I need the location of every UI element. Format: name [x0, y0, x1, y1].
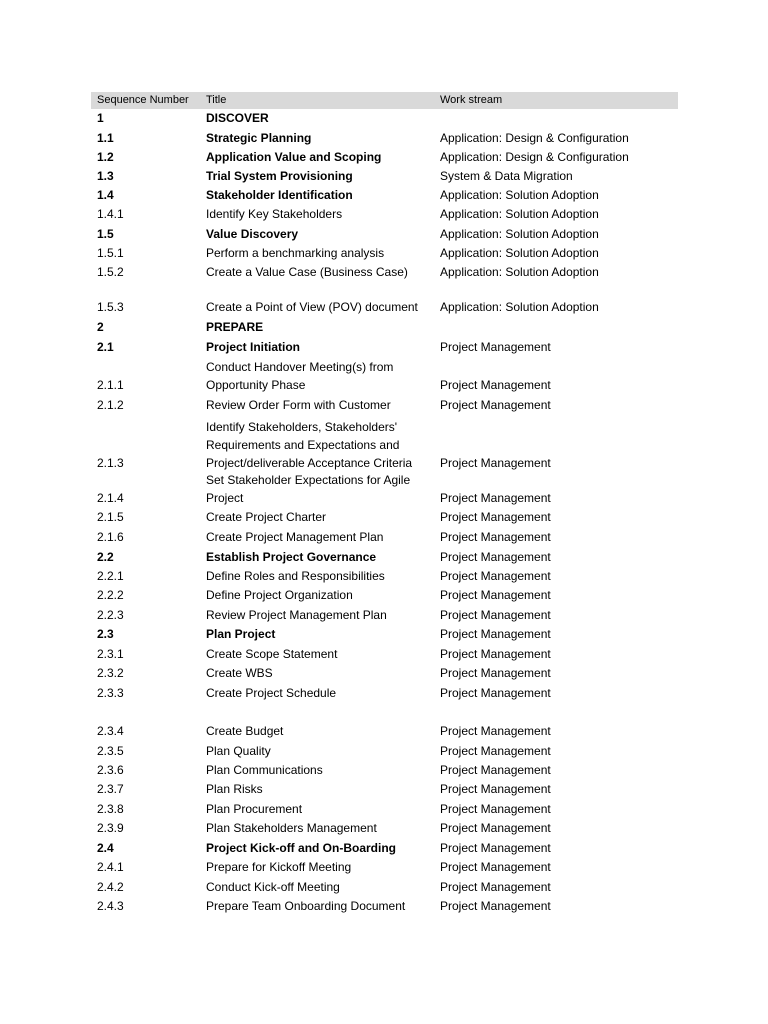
table-row: [91, 625, 678, 644]
table-row: [91, 897, 678, 916]
table-row: [91, 205, 678, 224]
sequence-number-cell: 1.4.1: [97, 207, 124, 221]
work-stream-cell: Application: Solution Adoption: [440, 188, 599, 202]
title-cell: Plan Stakeholders Management: [206, 821, 377, 835]
sequence-number-cell: 2.2.2: [97, 588, 124, 602]
title-cell: Establish Project Governance: [206, 550, 377, 564]
table-row: [91, 664, 678, 683]
work-stream-cell: Project Management: [440, 802, 551, 816]
sequence-number-cell: 2.3.7: [97, 782, 124, 796]
title-cell: Identify Stakeholders, Stakeholders' Requirements and Expectations and Project/deliverable Acceptance Criteria: [206, 420, 413, 470]
sequence-number-cell: 1.2: [97, 150, 114, 164]
table-row: [91, 337, 678, 357]
sequence-number-cell: 2.4.1: [97, 860, 124, 874]
work-stream-cell: Project Management: [440, 340, 551, 354]
sequence-number-cell: 2.3.1: [97, 647, 124, 661]
work-stream-cell: Project Management: [440, 686, 551, 700]
table-row: [91, 567, 678, 586]
title-cell: Value Discovery: [206, 227, 299, 241]
header-work-stream: Work stream: [440, 94, 503, 106]
title-cell: Review Project Management Plan: [206, 608, 387, 622]
title-cell: Create a Value Case (Business Case): [206, 265, 408, 279]
sequence-number-cell: 2.4: [97, 841, 114, 855]
table-row: [91, 858, 678, 877]
table-row: [91, 317, 678, 337]
title-cell: Create a Point of View (POV) document: [206, 300, 418, 314]
table-row: [91, 186, 678, 205]
table-row: [91, 761, 678, 780]
work-stream-cell: Project Management: [440, 491, 551, 505]
work-stream-cell: Application: Solution Adoption: [440, 265, 599, 279]
title-cell: Plan Quality: [206, 744, 271, 758]
sequence-number-cell: 1.3: [97, 169, 114, 183]
title-cell: DISCOVER: [206, 111, 269, 125]
title-cell: Application Value and Scoping: [206, 150, 382, 164]
work-stream-cell: Project Management: [440, 627, 551, 641]
sequence-number-cell: 2.3.2: [97, 666, 124, 680]
title-cell: Plan Procurement: [206, 802, 303, 816]
sequence-number-cell: 2.3.4: [97, 724, 124, 738]
sequence-number-cell: 2.3.6: [97, 763, 124, 777]
title-cell: Stakeholder Identification: [206, 188, 353, 202]
title-cell: Perform a benchmarking analysis: [206, 246, 385, 260]
sequence-number-cell: 2.4.3: [97, 899, 124, 913]
sequence-table: [91, 92, 678, 916]
table-row: [91, 838, 678, 858]
sequence-number-cell: 2.2: [97, 550, 114, 564]
work-stream-cell: Project Management: [440, 782, 551, 796]
sequence-number-cell: 2.1.5: [97, 510, 124, 524]
work-stream-cell: System & Data Migration: [440, 169, 573, 183]
table-row: [91, 644, 678, 664]
sequence-number-cell: 2.1: [97, 340, 114, 354]
work-stream-cell: Project Management: [440, 647, 551, 661]
title-cell: Project Kick-off and On-Boarding: [206, 841, 397, 855]
work-stream-cell: Project Management: [440, 724, 551, 738]
work-stream-cell: Project Management: [440, 378, 551, 392]
table-row: [91, 224, 678, 244]
table-row: [91, 703, 678, 741]
sequence-number-cell: 2.3.3: [97, 686, 124, 700]
sequence-number-cell: 1.5.3: [97, 300, 124, 314]
work-stream-cell: Project Management: [440, 550, 551, 564]
title-cell: Define Roles and Responsibilities: [206, 569, 385, 583]
table-row: [91, 109, 678, 128]
header-sequence-number: Sequence Number: [97, 94, 189, 106]
table-row: [91, 877, 678, 897]
work-stream-cell: Application: Design & Configuration: [440, 131, 629, 145]
table-row: [91, 508, 678, 527]
sequence-number-cell: 2.1.3: [97, 456, 124, 470]
title-cell: Review Order Form with Customer: [206, 398, 391, 412]
work-stream-cell: Application: Design & Configuration: [440, 150, 629, 164]
title-cell: Create Scope Statement: [206, 647, 338, 661]
title-cell: Create Project Schedule: [206, 686, 337, 700]
sequence-number-cell: 2.1.2: [97, 398, 124, 412]
title-cell: Create Project Charter: [206, 510, 327, 524]
sequence-number-cell: 1.4: [97, 188, 114, 202]
table-row: [91, 395, 678, 415]
work-stream-cell: Project Management: [440, 666, 551, 680]
work-stream-cell: Project Management: [440, 569, 551, 583]
table-row: [91, 415, 678, 473]
title-cell: Set Stakeholder Expectations for Agile Project: [206, 473, 411, 505]
sequence-number-cell: 2.3.9: [97, 821, 124, 835]
title-cell: Create Project Management Plan: [206, 530, 384, 544]
table-row: [91, 473, 678, 508]
table-row: [91, 741, 678, 761]
table-row: [91, 819, 678, 838]
work-stream-cell: Project Management: [440, 456, 551, 470]
work-stream-cell: Project Management: [440, 821, 551, 835]
work-stream-cell: Project Management: [440, 763, 551, 777]
table-row: [91, 357, 678, 395]
title-cell: Trial System Provisioning: [206, 169, 353, 183]
work-stream-cell: Application: Solution Adoption: [440, 207, 599, 221]
sequence-number-cell: 2: [97, 320, 104, 334]
work-stream-cell: Project Management: [440, 608, 551, 622]
table-row: [91, 683, 678, 703]
title-cell: PREPARE: [206, 320, 264, 334]
sequence-number-cell: 2.3.8: [97, 802, 124, 816]
title-cell: Prepare for Kickoff Meeting: [206, 860, 352, 874]
work-stream-cell: Application: Solution Adoption: [440, 227, 599, 241]
sequence-number-cell: 2.4.2: [97, 880, 124, 894]
work-stream-cell: Project Management: [440, 398, 551, 412]
work-stream-cell: Application: Solution Adoption: [440, 246, 599, 260]
table-row: [91, 148, 678, 167]
sequence-number-cell: 2.1.1: [97, 378, 124, 392]
table-row: [91, 586, 678, 605]
work-stream-cell: Project Management: [440, 841, 551, 855]
table-row: [91, 780, 678, 799]
table-row: [91, 547, 678, 567]
title-cell: Plan Risks: [206, 782, 263, 796]
sequence-number-cell: 2.1.6: [97, 530, 124, 544]
sequence-number-cell: 1.5.1: [97, 246, 124, 260]
sequence-number-cell: 2.3: [97, 627, 114, 641]
table-row: [91, 128, 678, 148]
table-row: [91, 799, 678, 819]
table-row: [91, 282, 678, 317]
table-row: [91, 167, 678, 186]
sequence-number-cell: 1: [97, 111, 104, 125]
title-cell: Identify Key Stakeholders: [206, 207, 343, 221]
title-cell: Conduct Kick-off Meeting: [206, 880, 340, 894]
table-row: [91, 527, 678, 547]
work-stream-cell: Project Management: [440, 530, 551, 544]
sequence-number-cell: 2.2.1: [97, 569, 124, 583]
title-cell: Define Project Organization: [206, 588, 353, 602]
title-cell: Project Initiation: [206, 340, 301, 354]
work-stream-cell: Application: Solution Adoption: [440, 300, 599, 314]
title-cell: Prepare Team Onboarding Document: [206, 899, 406, 913]
sequence-number-cell: 1.1: [97, 131, 114, 145]
table-row: [91, 605, 678, 625]
table-body: [91, 109, 678, 916]
header-title: Title: [206, 94, 227, 106]
title-cell: Strategic Planning: [206, 131, 312, 145]
work-stream-cell: Project Management: [440, 510, 551, 524]
sequence-number-cell: 1.5.2: [97, 265, 124, 279]
table-header-row: [91, 92, 678, 109]
title-cell: Create Budget: [206, 724, 284, 738]
sequence-number-cell: 1.5: [97, 227, 114, 241]
title-cell: Conduct Handover Meeting(s) from Opportunity Phase: [206, 360, 394, 392]
sequence-number-cell: 2.1.4: [97, 491, 124, 505]
work-stream-cell: Project Management: [440, 744, 551, 758]
work-stream-cell: Project Management: [440, 860, 551, 874]
title-cell: Plan Communications: [206, 763, 323, 777]
sequence-number-cell: 2.2.3: [97, 608, 124, 622]
title-cell: Create WBS: [206, 666, 273, 680]
table-row: [91, 244, 678, 263]
work-stream-cell: Project Management: [440, 880, 551, 894]
table-row: [91, 263, 678, 282]
work-stream-cell: Project Management: [440, 588, 551, 602]
sequence-number-cell: 2.3.5: [97, 744, 124, 758]
work-stream-cell: Project Management: [440, 899, 551, 913]
title-cell: Plan Project: [206, 627, 276, 641]
